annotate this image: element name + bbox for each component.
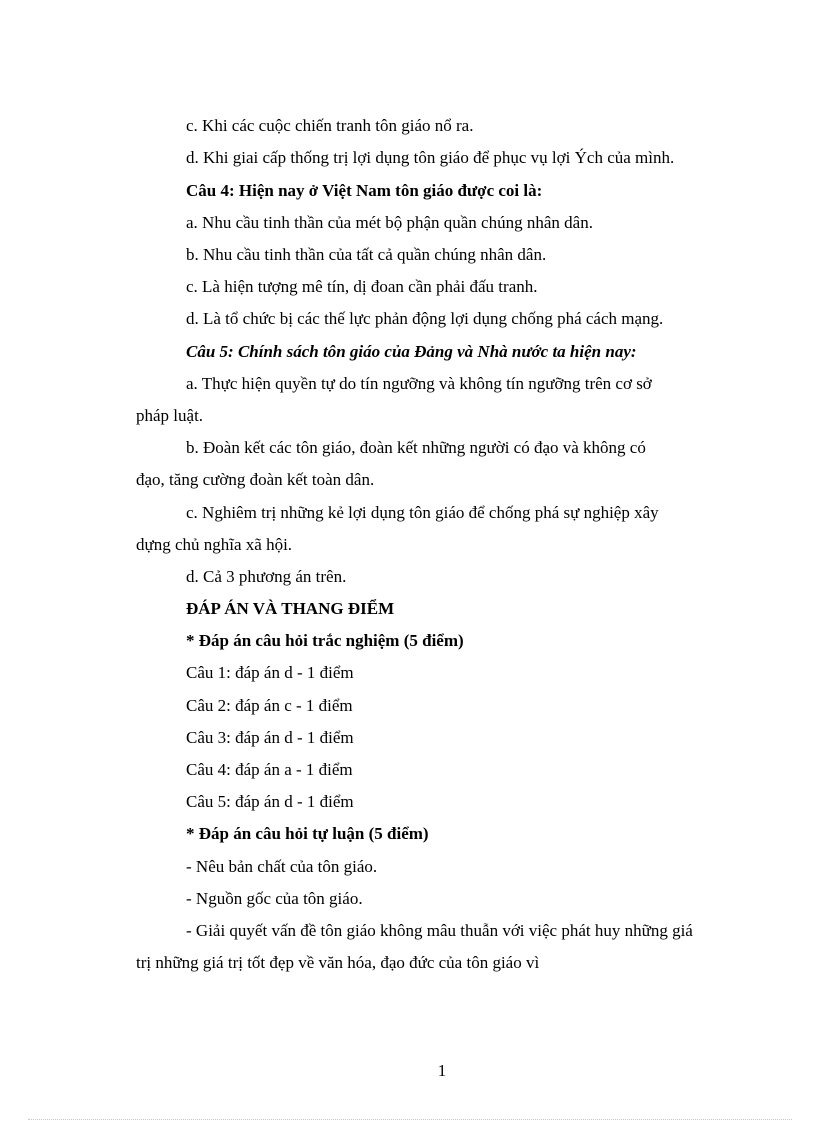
option-d-q5: d. Cả 3 phương án trên.	[186, 567, 347, 586]
option-d-q4: d. Là tổ chức bị các thế lực phản động lợi dụng chống phá cách mạng.	[186, 309, 664, 328]
option-b-q5-cont: đạo, tăng cường đoàn kết toàn dân.	[136, 470, 375, 489]
essay-point-1: - Nêu bản chất của tôn giáo.	[186, 857, 378, 876]
answer-q1: Câu 1: đáp án d - 1 điểm	[186, 663, 354, 682]
essay-point-3-cont: trị những giá trị tốt đẹp về văn hóa, đạo đức của tôn giáo vì	[136, 953, 540, 972]
essay-point-2: - Nguồn gốc của tôn giáo.	[186, 889, 363, 908]
answer-q4: Câu 4: đáp án a - 1 điểm	[186, 760, 353, 779]
option-a-q5: a. Thực hiện quyền tự do tín ngưỡng và không tín ngưỡng trên cơ sở	[186, 374, 652, 393]
option-a-q5-cont: pháp luật.	[136, 406, 204, 425]
question-4-heading: Câu 4: Hiện nay ở Việt Nam tôn giáo được coi là:	[186, 181, 543, 200]
option-c-q5-cont: dựng chủ nghĩa xã hội.	[136, 535, 293, 554]
option-b-q5: b. Đoàn kết các tôn giáo, đoàn kết những người có đạo và không có	[186, 438, 646, 457]
page-bottom-divider	[28, 1119, 792, 1120]
answer-key-heading: ĐÁP ÁN VÀ THANG ĐIỂM	[186, 599, 395, 618]
answer-q3: Câu 3: đáp án d - 1 điểm	[186, 728, 354, 747]
essay-point-3: - Giải quyết vấn đề tôn giáo không mâu thuẫn với việc phát huy những giá	[186, 921, 693, 940]
question-5-heading: Câu 5: Chính sách tôn giáo của Đảng và Nhà nước ta hiện nay:	[186, 342, 637, 361]
option-a-q4: a. Nhu cầu tinh thần của mét bộ phận quần chúng nhân dân.	[186, 213, 593, 232]
option-c-q3: c. Khi các cuộc chiến tranh tôn giáo nổ ra.	[186, 116, 474, 135]
page-number: 1	[437, 1061, 447, 1080]
mcq-answers-heading: * Đáp án câu hỏi trắc nghiệm (5 điểm)	[186, 631, 464, 650]
option-d-q3: d. Khi giai cấp thống trị lợi dụng tôn giáo để phục vụ lợi Ých của mình.	[186, 148, 675, 167]
answer-q5: Câu 5: đáp án d - 1 điểm	[186, 792, 354, 811]
option-c-q4: c. Là hiện tượng mê tín, dị đoan cần phải đấu tranh.	[186, 277, 538, 296]
option-c-q5: c. Nghiêm trị những kẻ lợi dụng tôn giáo để chống phá sự nghiệp xây	[186, 503, 659, 522]
essay-answers-heading: * Đáp án câu hỏi tự luận (5 điểm)	[186, 824, 429, 843]
answer-q2: Câu 2: đáp án c - 1 điểm	[186, 696, 353, 715]
option-b-q4: b. Nhu cầu tinh thần của tất cả quần chúng nhân dân.	[186, 245, 547, 264]
